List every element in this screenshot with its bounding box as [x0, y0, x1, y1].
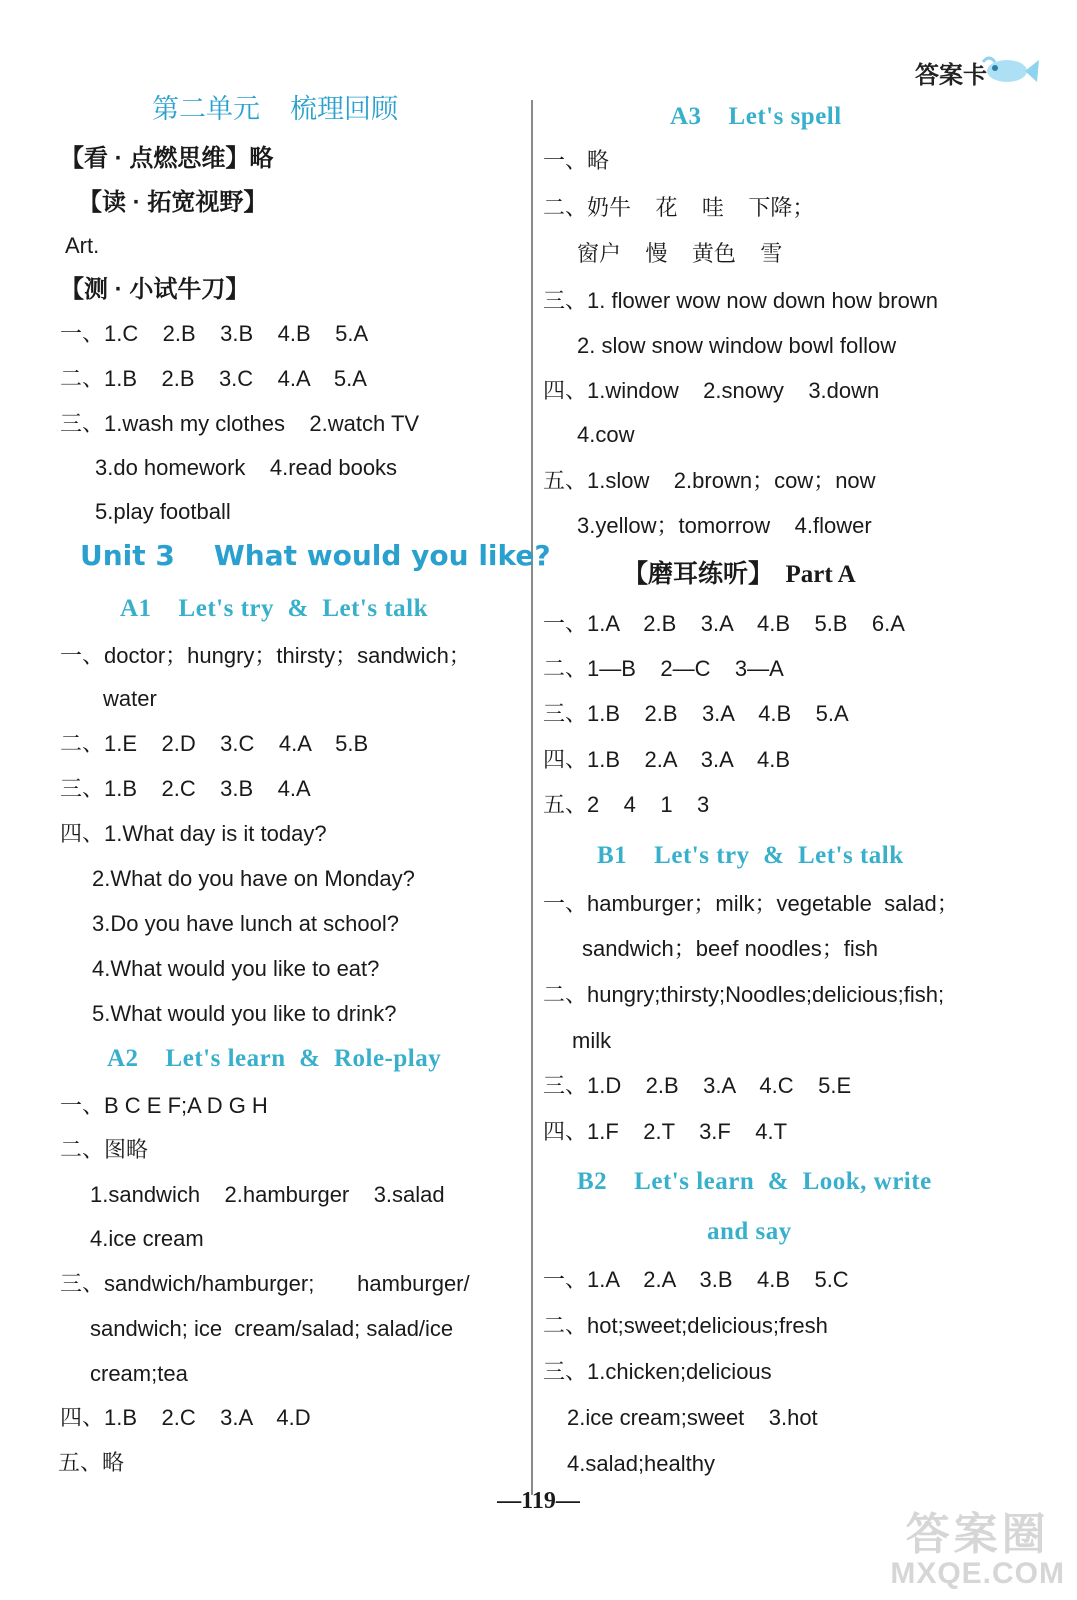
answer-line: 二、1.B 2.B 3.C 4.A 5.A [60, 366, 367, 391]
answer-line: 2.ice cream;sweet 3.hot [567, 1405, 818, 1430]
section-heading: and say [707, 1218, 792, 1245]
section-heading: 【测 · 小试牛刀】 [60, 276, 250, 303]
answer-line: 三、1.B 2.C 3.B 4.A [60, 776, 311, 801]
answer-line: 三、1.chicken;delicious [543, 1359, 772, 1384]
cartoon-fish-icon [977, 54, 1039, 86]
answer-line: 一、B C E F;A D G H [60, 1093, 268, 1118]
answer-line: 5.play football [95, 499, 231, 524]
answer-line: 五、1.slow 2.brown；cow；now [543, 468, 876, 493]
watermark-en: MXQE.COM [890, 1557, 1065, 1590]
answer-line: 窗户 慢 黄色 雪 [577, 241, 783, 266]
answer-line: 2. slow snow window bowl follow [577, 333, 897, 358]
answer-line: 三、1.B 2.B 3.A 4.B 5.A [543, 701, 849, 726]
answer-line: 四、1.What day is it today? [60, 821, 327, 846]
answer-line: 五、2 4 1 3 [543, 792, 710, 817]
answer-line: sandwich; ice cream/salad; salad/ice [90, 1316, 454, 1341]
answer-line: 三、1.wash my clothes 2.watch TV [60, 411, 420, 436]
answer-line: 一、略 [543, 148, 610, 173]
answer-line: Art. [65, 233, 100, 258]
answer-line: milk [572, 1028, 612, 1053]
watermark [890, 1512, 1065, 1590]
answer-line: 3.Do you have lunch at school? [92, 911, 399, 936]
answer-line: 三、1. flower wow now down how brown [543, 288, 938, 313]
answer-line: 四、1.window 2.snowy 3.down [543, 378, 880, 403]
answer-line: sandwich；beef noodles；fish [582, 936, 878, 961]
section-heading: 【读 · 拓宽视野】 [78, 189, 268, 216]
answer-line: 3.yellow；tomorrow 4.flower [577, 513, 872, 538]
answer-line: 2.What do you have on Monday? [92, 866, 415, 891]
answer-line: 二、奶牛 花 哇 下降； [543, 195, 815, 220]
answer-line: 一、1.A 2.B 3.A 4.B 5.B 6.A [543, 611, 905, 636]
page-number: —119— [497, 1488, 580, 1514]
answer-line: 一、hamburger；milk；vegetable salad； [543, 891, 959, 916]
section-heading: B2 Let's learn & Look, write [577, 1168, 932, 1195]
answer-card-label: 答案卡 [915, 62, 987, 89]
section-heading: 【磨耳练听】 Part A [623, 561, 856, 588]
answer-line: 二、1—B 2—C 3—A [543, 656, 784, 681]
answer-line: 二、1.E 2.D 3.C 4.A 5.B [60, 731, 369, 756]
answer-line: 一、doctor；hungry；thirsty；sandwich； [60, 643, 471, 668]
section-heading: A1 Let's try & Let's talk [120, 595, 429, 622]
answer-line: water [103, 686, 157, 711]
answer-line: 三、1.D 2.B 3.A 4.C 5.E [543, 1073, 852, 1098]
answer-line: 一、1.A 2.A 3.B 4.B 5.C [543, 1267, 849, 1292]
answer-line: 二、hungry;thirsty;Noodles;delicious;fish; [543, 982, 945, 1007]
section-heading: 第二单元 梳理回顾 [152, 94, 399, 124]
section-heading: B1 Let's try & Let's talk [597, 842, 904, 869]
answer-line: 4.What would you like to eat? [92, 956, 380, 981]
answer-line: 四、1.F 2.T 3.F 4.T [543, 1119, 788, 1144]
section-heading: 【看 · 点燃思维】略 [60, 145, 274, 172]
answer-line: 4.cow [577, 422, 635, 447]
answer-line: 二、hot;sweet;delicious;fresh [543, 1313, 828, 1338]
column-divider [531, 100, 533, 1495]
section-heading: A2 Let's learn & Role-play [107, 1045, 442, 1072]
section-heading: Unit 3 What would you like? [80, 539, 551, 572]
answer-line: 五、略 [58, 1450, 125, 1475]
answer-line: 二、图略 [60, 1137, 149, 1162]
answer-line: 三、sandwich/hamburger; hamburger/ [60, 1271, 470, 1296]
answer-line: 4.ice cream [90, 1226, 204, 1251]
answer-line: 一、1.C 2.B 3.B 4.B 5.A [60, 321, 369, 346]
answer-line: 3.do homework 4.read books [95, 455, 398, 480]
answer-line: cream;tea [90, 1361, 188, 1386]
answer-line: 1.sandwich 2.hamburger 3.salad [90, 1182, 445, 1207]
answer-line: 5.What would you like to drink? [92, 1001, 397, 1026]
answer-line: 4.salad;healthy [567, 1451, 715, 1476]
answer-line: 四、1.B 2.C 3.A 4.D [60, 1405, 311, 1430]
watermark-cn: 答案圈 [905, 1510, 1050, 1559]
answer-line: 四、1.B 2.A 3.A 4.B [543, 747, 791, 772]
section-heading: A3 Let's spell [670, 103, 842, 130]
